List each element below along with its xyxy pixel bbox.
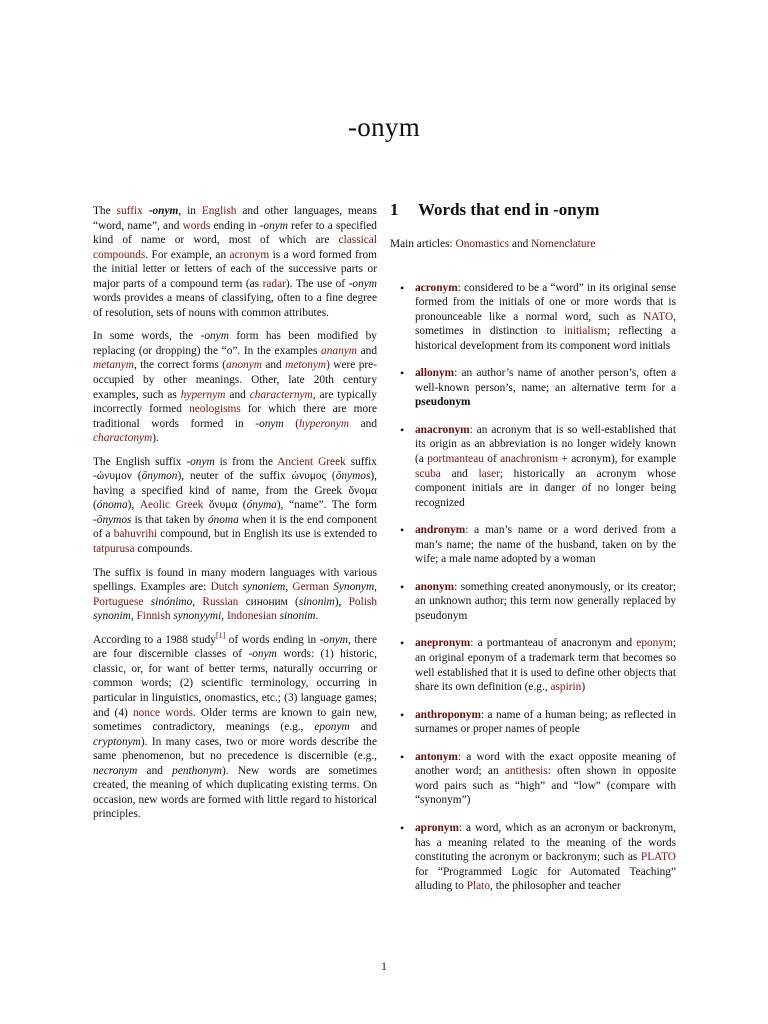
aspirin-link[interactable]: aspirin (550, 681, 582, 694)
polish-link[interactable]: Polish (348, 595, 377, 608)
anonym-link[interactable]: anonym (226, 359, 262, 372)
page-title: -onym (348, 112, 420, 142)
russian-link[interactable]: Russian (202, 595, 239, 608)
words-link[interactable]: words (182, 219, 211, 232)
antithesis-link[interactable]: antithesis (504, 765, 548, 778)
list-item: • acronym: considered to be a “word” in its original sense formed from the initials of one or more words that is pronounceable like a normal word, such as NATO, sometimes in distinction to initialism; reflecting a historical development from its component word initials (390, 281, 676, 354)
metonym-link[interactable]: metonym (285, 359, 327, 372)
list-item: • andronym: a man’s name or a word derived from a man’s name; the name of the husband, taken on by the wife; a male name adopted by a woman (390, 523, 676, 567)
intro-paragraph: The suffix -onym, in English and other languages, means “word, name”, and words ending in -onym refer to a specified kind of name or word, most of which are classical compounds. For example, an acronym is a word formed from the initial letter or letters of each of the successive parts or major parts of a compound term (as radar). The use of -onym words provides a means of classifying, often to a fine degree of resolution, sets of nouns with common attributes. (93, 205, 378, 319)
suffix-link[interactable]: suffix (116, 205, 143, 217)
portmanteau-link[interactable]: portmanteau (427, 453, 484, 466)
bahuvrihi-link[interactable]: bahuvrihi (113, 528, 158, 541)
acronym-link[interactable]: acronym (229, 248, 270, 261)
languages-paragraph: The suffix is found in many modern languages with various spellings. Examples are: Dutch synoniem, German Synonym, Portuguese sinónimo, Russian синоним (sinonim), Polish synonim, Finnish synonyymi, Indonesian sinonim. (93, 566, 377, 623)
list-item: • anacronym: an acronym that is so well-established that its origin as an abbreviation is no longer widely known (a portmanteau of anachronism + acronym), for example scuba and laser; historically an acronym whose component initials are in danger of no longer being recognized (390, 423, 676, 510)
english-link[interactable]: English (201, 205, 237, 217)
nato-link[interactable]: NATO (643, 310, 674, 323)
plato-philosopher-link[interactable]: Plato (466, 880, 491, 893)
hypernym-link[interactable]: hypernym (180, 388, 226, 401)
page-number: 1 (381, 961, 387, 973)
scuba-link[interactable]: scuba (415, 467, 441, 480)
etymology-paragraph: The English suffix -onym is from the Ancient Greek suffix -ώνυμον (ōnymon), neuter of the suffix ώνυμος (ōnymos), having a specified kind of name, from the Greek ὄνομα (ónoma), Aeolic Greek ὄνυμα (ónyma), “name”. The form -ōnymos is that taken by ónoma when it is the end component of a bahuvrihi compound, but in English its use is extended to tatpurusa compounds. (93, 455, 378, 556)
charactonym-link[interactable]: charactonym (93, 432, 153, 445)
german-link[interactable]: German (292, 581, 329, 594)
metanym-link[interactable]: metanym (93, 359, 134, 372)
ananym-link[interactable]: ananym (321, 344, 357, 357)
initialism-link[interactable]: initialism (564, 325, 607, 338)
main-articles: Main articles: Onomastics and Nomenclature (390, 238, 596, 250)
citation-link[interactable]: [1] (215, 630, 226, 640)
apronym-term-link[interactable]: apronym (415, 821, 459, 834)
nonce-words-link[interactable]: nonce words (132, 706, 193, 719)
list-item: • anthroponym: a name of a human being; as reflected in surnames or proper names of people (390, 708, 676, 737)
ancient-greek-link[interactable]: Ancient Greek (277, 455, 346, 468)
list-item: • allonym: an author’s name of another person’s, often a well-known person’s, name; an alternative term for a pseudonym (390, 366, 676, 410)
classical-compounds-link[interactable]: classical compounds (93, 234, 377, 261)
onym-list (390, 281, 676, 894)
tatpurusa-link[interactable]: tatpurusa (93, 543, 135, 556)
nomenclature-link[interactable]: Nomenclature (531, 238, 596, 250)
neologisms-link[interactable]: neologisms (189, 403, 241, 416)
onomastics-link[interactable]: Onomastics (455, 238, 510, 250)
list-item: • apronym: a word, which as an acronym or backronym, has a meaning related to the meaning of the words constituting the acronym or backronym; such as PLATO for “Programmed Logic for Automated Teaching” alluding to Plato, the philosopher and teacher (390, 821, 676, 894)
list-item: • anepronym: a portmanteau of anacronym and eponym; an original eponym of a trademark term that becomes so well established that it is used to define other objects that share its own definition (e.g., aspirin) (390, 636, 676, 694)
laser-link[interactable]: laser (478, 467, 500, 480)
radar-link[interactable]: radar (262, 277, 286, 290)
section-number: 1 (390, 200, 399, 219)
classes-paragraph: According to a 1988 study[1] of words ending in -onym, there are four discernible classes of -onym words: (1) historic, classic, or, for want of better terms, naturally occurring or common words; (2) scientific terminology, occurring in particular in linguistics, onomastics, etc.; (3) language games; and (4) nonce words. Older terms are known to gain new, sometimes contradictory, meanings (e.g., eponym and cryptonym). In many cases, two or more words describe the same phenomenon, but no precedence is discernible (e.g., necronym and penthonym). New words are sometimes created, the meaning of which duplicating existing terms. On occasion, new words are formed with little regard to historical principles. (93, 630, 378, 821)
acronym-term-link[interactable]: acronym (415, 281, 458, 294)
antonym-term-link[interactable]: antonym (415, 750, 458, 763)
anthroponym-term-link[interactable]: anthroponym (415, 708, 481, 721)
intro-column (93, 204, 377, 831)
characternym-link[interactable]: characternym (249, 388, 313, 401)
anachronism-link[interactable]: anachronism (500, 453, 559, 466)
section-heading (390, 199, 676, 221)
anepronym-term-link[interactable]: anepronym (415, 637, 471, 650)
hyperonym-link[interactable]: hyperonym (299, 417, 350, 430)
allonym-term-link[interactable]: allonym (415, 367, 455, 380)
portuguese-link[interactable]: Portuguese (93, 595, 144, 608)
indonesian-link[interactable]: Indonesian (226, 610, 277, 623)
andronym-term-link[interactable]: andronym (415, 524, 466, 537)
anacronym-term-link[interactable]: anacronym (415, 423, 470, 436)
list-item: • anonym: something created anonymously, or its creator; an unknown author; this term now generally replaced by pseudonym (390, 580, 676, 624)
anonym-term-link[interactable]: anonym (415, 580, 455, 593)
list-item: • antonym: a word with the exact opposite meaning of another word; an antithesis: often shown in opposite word pairs such as “high” and “low” (compare with “synonym”) (390, 750, 676, 808)
aeolic-greek-link[interactable]: Aeolic Greek (139, 499, 204, 512)
plato-acronym-link[interactable]: PLATO (640, 851, 676, 864)
finnish-link[interactable]: Finnish (136, 610, 171, 623)
section-title: Words that end in -onym (418, 200, 600, 219)
words-column (390, 199, 676, 907)
modified-forms-paragraph: In some words, the -onym form has been modified by replacing (or dropping) the “o”. In the examples ananym and metanym, the correct forms (anonym and metonym) were pre-occupied by other meanings. Other, late 20th century examples, such as hypernym and characternym, are typically incorrectly formed neologisms for which there are more traditional words formed in -onym (hyperonym and charactonym). (93, 330, 378, 445)
eponym-link[interactable]: eponym (636, 637, 673, 650)
dutch-link[interactable]: Dutch (210, 581, 239, 594)
